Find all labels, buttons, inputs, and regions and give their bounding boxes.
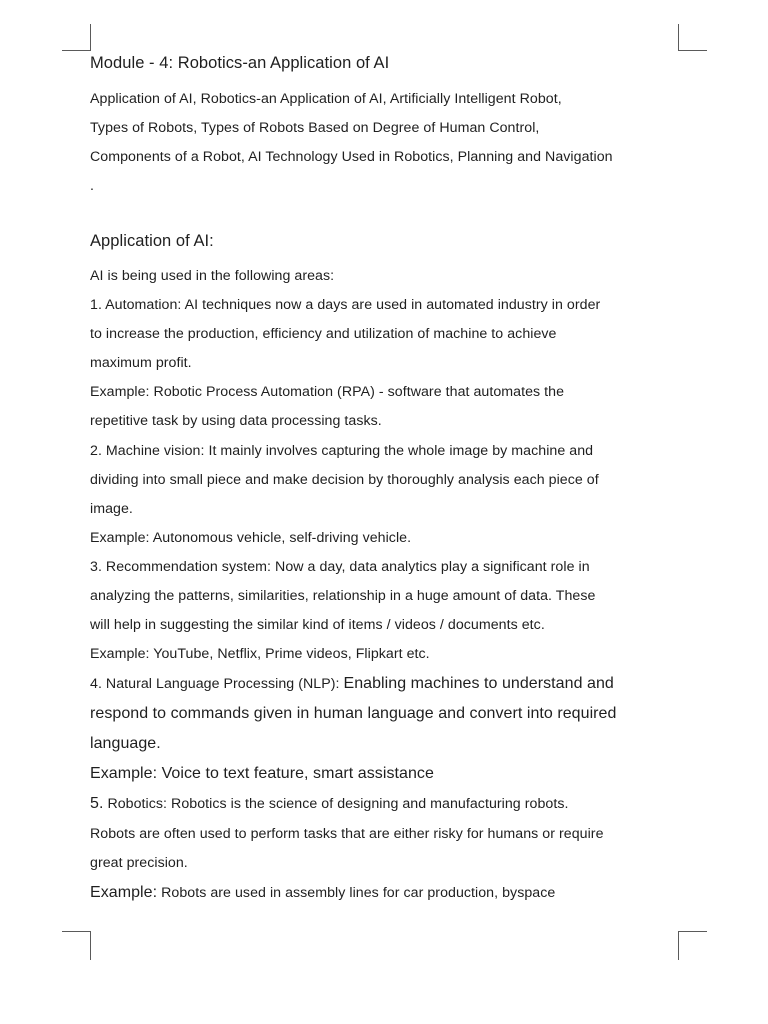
crop-mark-bottom-left: [62, 931, 91, 960]
body-line: AI is being used in the following areas:: [90, 268, 335, 284]
body-line: respond to commands given in human language and convert into required: [90, 705, 617, 722]
body-line: 2. Machine vision: It mainly involves capturing the whole image by machine and: [90, 443, 594, 459]
body-line: great precision.: [90, 855, 188, 871]
body-line: to increase the production, efficiency and utilization of machine to achieve: [90, 326, 557, 342]
body-line: analyzing the patterns, similarities, relationship in a huge amount of data. These: [90, 588, 596, 604]
body-line-part: Robots are used in assembly lines for car production, byspace: [157, 885, 556, 901]
intro-line: Types of Robots, Types of Robots Based on Degree of Human Control,: [90, 120, 540, 136]
body-line: Example: Robotic Process Automation (RPA) - software that automates the: [90, 384, 565, 400]
crop-mark-top-left: [62, 24, 91, 51]
body-line: repetitive task by using data processing tasks.: [90, 413, 382, 429]
body-line: Example: Autonomous vehicle, self-driving vehicle.: [90, 530, 412, 546]
body-line: 3. Recommendation system: Now a day, data analytics play a significant role in: [90, 559, 590, 575]
crop-mark-bottom-right: [678, 931, 707, 960]
body-line-part: Enabling machines to understand and: [343, 675, 614, 692]
body-line: [90, 675, 614, 693]
body-line: 1. Automation: AI techniques now a days are used in automated industry in order: [90, 297, 601, 313]
body-line: will help in suggesting the similar kind of items / videos / documents etc.: [90, 617, 545, 633]
body-line: language.: [90, 735, 161, 752]
body-line-part: 5.: [90, 795, 104, 812]
body-line: [90, 884, 555, 902]
body-line-part: Example:: [90, 884, 158, 901]
body-line: image.: [90, 501, 133, 517]
section-heading: Application of AI:: [90, 232, 214, 250]
body-line: [90, 795, 568, 813]
intro-line: Application of AI, Robotics-an Application of AI, Artificially Intelligent Robot,: [90, 91, 562, 107]
page-title: Module - 4: Robotics-an Application of AI: [90, 54, 390, 72]
body-line: Example: YouTube, Netflix, Prime videos, Flipkart etc.: [90, 646, 430, 662]
intro-line: .: [90, 178, 94, 194]
body-line: Example: Voice to text feature, smart assistance: [90, 765, 434, 782]
body-line: maximum profit.: [90, 355, 192, 371]
body-line: dividing into small piece and make decision by thoroughly analysis each piece of: [90, 472, 599, 488]
intro-line: Components of a Robot, AI Technology Used in Robotics, Planning and Navigation: [90, 149, 613, 165]
body-line-part: Robotics: Robotics is the science of designing and manufacturing robots.: [103, 796, 569, 812]
body-line-part: 4. Natural Language Processing (NLP):: [90, 676, 344, 692]
body-line: Robots are often used to perform tasks that are either risky for humans or require: [90, 826, 604, 842]
crop-mark-top-right: [678, 24, 707, 51]
